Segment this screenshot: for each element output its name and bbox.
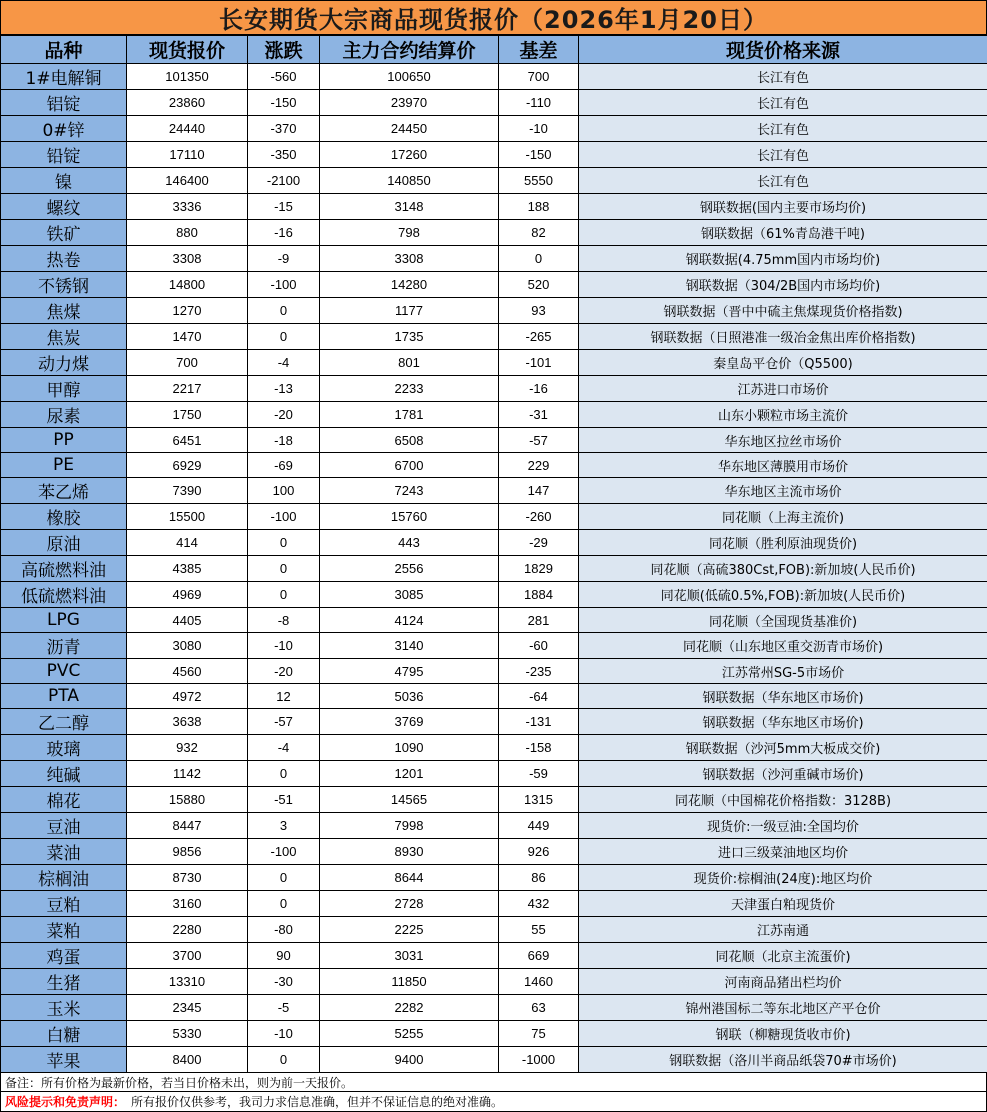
settlement-price-cell: 2728 (320, 891, 499, 917)
spot-price-cell: 5330 (127, 1021, 248, 1047)
settlement-price-cell: 2225 (320, 917, 499, 943)
spot-price-cell: 700 (127, 350, 248, 376)
table-body (1, 64, 987, 1073)
price-source-cell: 同花顺（中国棉花价格指数：3128B) (579, 787, 987, 813)
change-cell: -8 (248, 608, 320, 633)
price-source-cell: 华东地区主流市场价 (579, 478, 987, 504)
change-cell: -100 (248, 272, 320, 298)
basis-cell: -265 (499, 324, 579, 350)
variety-cell: 苹果 (1, 1047, 127, 1073)
table-row (1, 194, 987, 220)
basis-cell: 1884 (499, 582, 579, 608)
settlement-price-cell: 14280 (320, 272, 499, 298)
change-cell: -10 (248, 1021, 320, 1047)
basis-cell: 55 (499, 917, 579, 943)
price-source-cell: 钢联数据（沙河重碱市场价) (579, 761, 987, 787)
change-cell: -15 (248, 194, 320, 220)
price-source-cell: 江苏常州SG-5市场价 (579, 659, 987, 684)
spot-price-cell: 24440 (127, 116, 248, 142)
spot-price-cell: 3308 (127, 246, 248, 272)
variety-cell: 苯乙烯 (1, 478, 127, 504)
settlement-price-cell: 17260 (320, 142, 499, 168)
spot-price-cell: 3160 (127, 891, 248, 917)
price-source-cell: 同花顺（上海主流价) (579, 504, 987, 530)
change-cell: -4 (248, 350, 320, 376)
change-cell: -5 (248, 995, 320, 1021)
price-source-cell: 江苏南通 (579, 917, 987, 943)
settlement-price-cell: 3085 (320, 582, 499, 608)
basis-cell: -60 (499, 633, 579, 659)
risk-disclaimer (0, 1092, 987, 1112)
change-cell: -57 (248, 709, 320, 735)
spot-price-cell: 13310 (127, 969, 248, 995)
spot-price-cell: 1470 (127, 324, 248, 350)
settlement-price-cell: 4795 (320, 659, 499, 684)
spot-price-cell: 7390 (127, 478, 248, 504)
change-cell: 12 (248, 684, 320, 709)
price-source-cell: 钢联数据(4.75mm国内市场均价) (579, 246, 987, 272)
change-cell: 0 (248, 530, 320, 556)
price-table (0, 35, 987, 1073)
basis-cell: -29 (499, 530, 579, 556)
spot-price-cell: 1142 (127, 761, 248, 787)
change-cell: 0 (248, 582, 320, 608)
change-cell: 0 (248, 1047, 320, 1073)
variety-cell: 铅锭 (1, 142, 127, 168)
footnote: 备注：所有价格为最新价格，若当日价格未出，则为前一天报价。 (0, 1073, 987, 1092)
spot-price-cell: 8730 (127, 865, 248, 891)
table-row (1, 608, 987, 633)
change-cell: -16 (248, 220, 320, 246)
table-row (1, 142, 987, 168)
basis-cell: -1000 (499, 1047, 579, 1073)
variety-cell: 焦煤 (1, 298, 127, 324)
settlement-price-cell: 4124 (320, 608, 499, 633)
change-cell: -4 (248, 735, 320, 761)
settlement-price-cell: 6508 (320, 428, 499, 453)
settlement-price-cell: 15760 (320, 504, 499, 530)
basis-cell: 520 (499, 272, 579, 298)
change-cell: 0 (248, 298, 320, 324)
variety-cell: 豆油 (1, 813, 127, 839)
spot-price-cell: 3080 (127, 633, 248, 659)
change-cell: -30 (248, 969, 320, 995)
price-source-cell: 钢联（柳糖现货收市价) (579, 1021, 987, 1047)
spot-price-cell: 2280 (127, 917, 248, 943)
spot-price-cell: 17110 (127, 142, 248, 168)
variety-cell: 白糖 (1, 1021, 127, 1047)
spot-price-cell: 414 (127, 530, 248, 556)
basis-cell: -110 (499, 90, 579, 116)
spot-price-cell: 15880 (127, 787, 248, 813)
settlement-price-cell: 1201 (320, 761, 499, 787)
basis-cell: -10 (499, 116, 579, 142)
settlement-price-cell: 3308 (320, 246, 499, 272)
table-row (1, 865, 987, 891)
basis-cell: 229 (499, 453, 579, 478)
price-source-cell: 钢联数据（61%青岛港干吨) (579, 220, 987, 246)
settlement-price-cell: 24450 (320, 116, 499, 142)
change-cell: -51 (248, 787, 320, 813)
price-source-cell: 江苏进口市场价 (579, 376, 987, 402)
change-cell: 0 (248, 556, 320, 582)
table-row (1, 659, 987, 684)
variety-cell: 高硫燃料油 (1, 556, 127, 582)
variety-cell: 菜油 (1, 839, 127, 865)
basis-cell: -59 (499, 761, 579, 787)
change-cell: 90 (248, 943, 320, 969)
variety-cell: 菜粕 (1, 917, 127, 943)
price-source-cell: 同花顺（全国现货基准价) (579, 608, 987, 633)
basis-cell: 93 (499, 298, 579, 324)
spot-price-cell: 4405 (127, 608, 248, 633)
variety-cell: 原油 (1, 530, 127, 556)
variety-cell: PVC (1, 659, 127, 684)
spot-price-cell: 3700 (127, 943, 248, 969)
basis-cell: 1829 (499, 556, 579, 582)
change-cell: 100 (248, 478, 320, 504)
basis-cell: 0 (499, 246, 579, 272)
settlement-price-cell: 3031 (320, 943, 499, 969)
risk-text: 所有报价仅供参考，我司力求信息准确，但并不保证信息的绝对准确。 (131, 1093, 503, 1110)
price-source-cell: 长江有色 (579, 168, 987, 194)
price-source-cell: 锦州港国标二等东北地区产平仓价 (579, 995, 987, 1021)
variety-cell: PE (1, 453, 127, 478)
variety-cell: 棉花 (1, 787, 127, 813)
settlement-price-cell: 443 (320, 530, 499, 556)
header-basis: 基差 (499, 36, 579, 64)
change-cell: -69 (248, 453, 320, 478)
table-row (1, 917, 987, 943)
table-row (1, 298, 987, 324)
variety-cell: 螺纹 (1, 194, 127, 220)
basis-cell: 432 (499, 891, 579, 917)
table-row (1, 64, 987, 90)
basis-cell: 1460 (499, 969, 579, 995)
price-source-cell: 钢联数据（304/2B国内市场均价) (579, 272, 987, 298)
variety-cell: 镍 (1, 168, 127, 194)
settlement-price-cell: 5036 (320, 684, 499, 709)
settlement-price-cell: 9400 (320, 1047, 499, 1073)
price-source-cell: 长江有色 (579, 142, 987, 168)
table-row (1, 428, 987, 453)
basis-cell: 86 (499, 865, 579, 891)
change-cell: -100 (248, 504, 320, 530)
table-row (1, 220, 987, 246)
change-cell: 0 (248, 865, 320, 891)
spot-price-cell: 9856 (127, 839, 248, 865)
variety-cell: 低硫燃料油 (1, 582, 127, 608)
price-source-cell: 秦皇岛平仓价（Q5500) (579, 350, 987, 376)
change-cell: -18 (248, 428, 320, 453)
variety-cell: PP (1, 428, 127, 453)
settlement-price-cell: 6700 (320, 453, 499, 478)
basis-cell: -150 (499, 142, 579, 168)
settlement-price-cell: 1090 (320, 735, 499, 761)
settlement-price-cell: 3769 (320, 709, 499, 735)
price-source-cell: 天津蛋白粕现货价 (579, 891, 987, 917)
variety-cell: 乙二醇 (1, 709, 127, 735)
variety-cell: 棕榈油 (1, 865, 127, 891)
price-source-cell: 同花顺（高硫380Cst,FOB):新加坡(人民币价) (579, 556, 987, 582)
spot-price-cell: 15500 (127, 504, 248, 530)
settlement-price-cell: 14565 (320, 787, 499, 813)
variety-cell: 生猪 (1, 969, 127, 995)
change-cell: 0 (248, 761, 320, 787)
price-source-cell: 山东小颗粒市场主流价 (579, 402, 987, 428)
header-change: 涨跌 (248, 36, 320, 64)
change-cell: -100 (248, 839, 320, 865)
price-source-cell: 钢联数据（沙河5mm大板成交价) (579, 735, 987, 761)
basis-cell: 63 (499, 995, 579, 1021)
change-cell: -370 (248, 116, 320, 142)
basis-cell: -235 (499, 659, 579, 684)
spot-price-cell: 3336 (127, 194, 248, 220)
table-row (1, 735, 987, 761)
spot-price-cell: 2217 (127, 376, 248, 402)
basis-cell: -131 (499, 709, 579, 735)
spot-price-cell: 6451 (127, 428, 248, 453)
settlement-price-cell: 3140 (320, 633, 499, 659)
settlement-price-cell: 798 (320, 220, 499, 246)
price-source-cell: 钢联数据（华东地区市场价) (579, 709, 987, 735)
spot-price-cell: 2345 (127, 995, 248, 1021)
basis-cell: 449 (499, 813, 579, 839)
table-row (1, 813, 987, 839)
settlement-price-cell: 801 (320, 350, 499, 376)
change-cell: -20 (248, 402, 320, 428)
table-row (1, 891, 987, 917)
variety-cell: 沥青 (1, 633, 127, 659)
table-row (1, 556, 987, 582)
price-source-cell: 钢联数据（华东地区市场价) (579, 684, 987, 709)
price-source-cell: 钢联数据(国内主要市场均价) (579, 194, 987, 220)
basis-cell: 5550 (499, 168, 579, 194)
variety-cell: 铁矿 (1, 220, 127, 246)
basis-cell: 281 (499, 608, 579, 633)
variety-cell: 橡胶 (1, 504, 127, 530)
price-source-cell: 现货价:棕榈油(24度):地区均价 (579, 865, 987, 891)
table-row (1, 350, 987, 376)
basis-cell: -57 (499, 428, 579, 453)
table-row (1, 582, 987, 608)
spot-price-cell: 880 (127, 220, 248, 246)
variety-cell: 鸡蛋 (1, 943, 127, 969)
spot-price-cell: 101350 (127, 64, 248, 90)
basis-cell: 82 (499, 220, 579, 246)
spot-price-cell: 8400 (127, 1047, 248, 1073)
basis-cell: -260 (499, 504, 579, 530)
price-source-cell: 长江有色 (579, 90, 987, 116)
settlement-price-cell: 3148 (320, 194, 499, 220)
variety-cell: 玉米 (1, 995, 127, 1021)
settlement-price-cell: 140850 (320, 168, 499, 194)
table-row (1, 324, 987, 350)
settlement-price-cell: 100650 (320, 64, 499, 90)
variety-cell: LPG (1, 608, 127, 633)
spot-price-cell: 6929 (127, 453, 248, 478)
table-row (1, 1021, 987, 1047)
spot-price-cell: 1270 (127, 298, 248, 324)
risk-label: 风险提示和免责声明： (5, 1093, 125, 1110)
table-row (1, 90, 987, 116)
basis-cell: 669 (499, 943, 579, 969)
table-row (1, 969, 987, 995)
settlement-price-cell: 2233 (320, 376, 499, 402)
price-source-cell: 长江有色 (579, 64, 987, 90)
settlement-price-cell: 7243 (320, 478, 499, 504)
change-cell: -9 (248, 246, 320, 272)
variety-cell: 不锈钢 (1, 272, 127, 298)
table-row (1, 709, 987, 735)
table-row (1, 839, 987, 865)
settlement-price-cell: 2556 (320, 556, 499, 582)
settlement-price-cell: 23970 (320, 90, 499, 116)
table-row (1, 504, 987, 530)
variety-cell: 动力煤 (1, 350, 127, 376)
variety-cell: 1#电解铜 (1, 64, 127, 90)
basis-cell: -16 (499, 376, 579, 402)
spot-price-cell: 4972 (127, 684, 248, 709)
header-price-source: 现货价格来源 (579, 36, 987, 64)
sheet-title: 长安期货大宗商品现货报价（2026年1月20日） (0, 0, 987, 35)
table-row (1, 453, 987, 478)
basis-cell: 700 (499, 64, 579, 90)
settlement-price-cell: 11850 (320, 969, 499, 995)
table-row (1, 530, 987, 556)
table-row (1, 761, 987, 787)
table-row (1, 684, 987, 709)
basis-cell: -158 (499, 735, 579, 761)
spot-price-cell: 3638 (127, 709, 248, 735)
basis-cell: 1315 (499, 787, 579, 813)
variety-cell: 甲醇 (1, 376, 127, 402)
price-source-cell: 华东地区薄膜用市场价 (579, 453, 987, 478)
settlement-price-cell: 2282 (320, 995, 499, 1021)
basis-cell: -101 (499, 350, 579, 376)
table-row (1, 168, 987, 194)
basis-cell: 147 (499, 478, 579, 504)
change-cell: 0 (248, 891, 320, 917)
header-variety: 品种 (1, 36, 127, 64)
settlement-price-cell: 8930 (320, 839, 499, 865)
spot-price-cell: 4385 (127, 556, 248, 582)
price-source-cell: 现货价:一级豆油:全国均价 (579, 813, 987, 839)
spot-price-cell: 4560 (127, 659, 248, 684)
table-row (1, 376, 987, 402)
basis-cell: 188 (499, 194, 579, 220)
price-source-cell: 钢联数据（洛川半商品纸袋70#市场价) (579, 1047, 987, 1073)
settlement-price-cell: 7998 (320, 813, 499, 839)
variety-cell: 0#锌 (1, 116, 127, 142)
table-row (1, 1047, 987, 1073)
change-cell: -350 (248, 142, 320, 168)
table-row (1, 633, 987, 659)
price-source-cell: 同花顺（胜利原油现货价) (579, 530, 987, 556)
spot-price-cell: 4969 (127, 582, 248, 608)
change-cell: -10 (248, 633, 320, 659)
variety-cell: 玻璃 (1, 735, 127, 761)
settlement-price-cell: 8644 (320, 865, 499, 891)
table-row (1, 995, 987, 1021)
variety-cell: 尿素 (1, 402, 127, 428)
spot-price-cell: 8447 (127, 813, 248, 839)
variety-cell: PTA (1, 684, 127, 709)
change-cell: -20 (248, 659, 320, 684)
basis-cell: 75 (499, 1021, 579, 1047)
spot-price-cell: 146400 (127, 168, 248, 194)
basis-cell: -31 (499, 402, 579, 428)
basis-cell: -64 (499, 684, 579, 709)
price-source-cell: 河南商品猪出栏均价 (579, 969, 987, 995)
change-cell: -80 (248, 917, 320, 943)
table-row (1, 402, 987, 428)
price-source-cell: 钢联数据（晋中中硫主焦煤现货价格指数) (579, 298, 987, 324)
price-source-cell: 同花顺（北京主流蛋价) (579, 943, 987, 969)
table-row (1, 478, 987, 504)
header-spot-price: 现货报价 (127, 36, 248, 64)
header-settlement-price: 主力合约结算价 (320, 36, 499, 64)
table-row (1, 787, 987, 813)
spot-price-cell: 14800 (127, 272, 248, 298)
table-row (1, 246, 987, 272)
change-cell: 3 (248, 813, 320, 839)
settlement-price-cell: 5255 (320, 1021, 499, 1047)
change-cell: -13 (248, 376, 320, 402)
table-row (1, 943, 987, 969)
settlement-price-cell: 1781 (320, 402, 499, 428)
change-cell: 0 (248, 324, 320, 350)
change-cell: -560 (248, 64, 320, 90)
price-source-cell: 华东地区拉丝市场价 (579, 428, 987, 453)
variety-cell: 热卷 (1, 246, 127, 272)
change-cell: -2100 (248, 168, 320, 194)
variety-cell: 豆粕 (1, 891, 127, 917)
spot-price-cell: 1750 (127, 402, 248, 428)
settlement-price-cell: 1735 (320, 324, 499, 350)
table-row (1, 116, 987, 142)
price-source-cell: 同花顺(低硫0.5%,FOB):新加坡(人民币价) (579, 582, 987, 608)
variety-cell: 纯碱 (1, 761, 127, 787)
settlement-price-cell: 1177 (320, 298, 499, 324)
header-row (1, 36, 987, 64)
spot-price-cell: 23860 (127, 90, 248, 116)
variety-cell: 铝锭 (1, 90, 127, 116)
price-source-cell: 同花顺（山东地区重交沥青市场价) (579, 633, 987, 659)
table-row (1, 272, 987, 298)
price-source-cell: 钢联数据（日照港准一级冶金焦出库价格指数) (579, 324, 987, 350)
spot-price-cell: 932 (127, 735, 248, 761)
price-source-cell: 进口三级菜油地区均价 (579, 839, 987, 865)
basis-cell: 926 (499, 839, 579, 865)
price-source-cell: 长江有色 (579, 116, 987, 142)
change-cell: -150 (248, 90, 320, 116)
variety-cell: 焦炭 (1, 324, 127, 350)
